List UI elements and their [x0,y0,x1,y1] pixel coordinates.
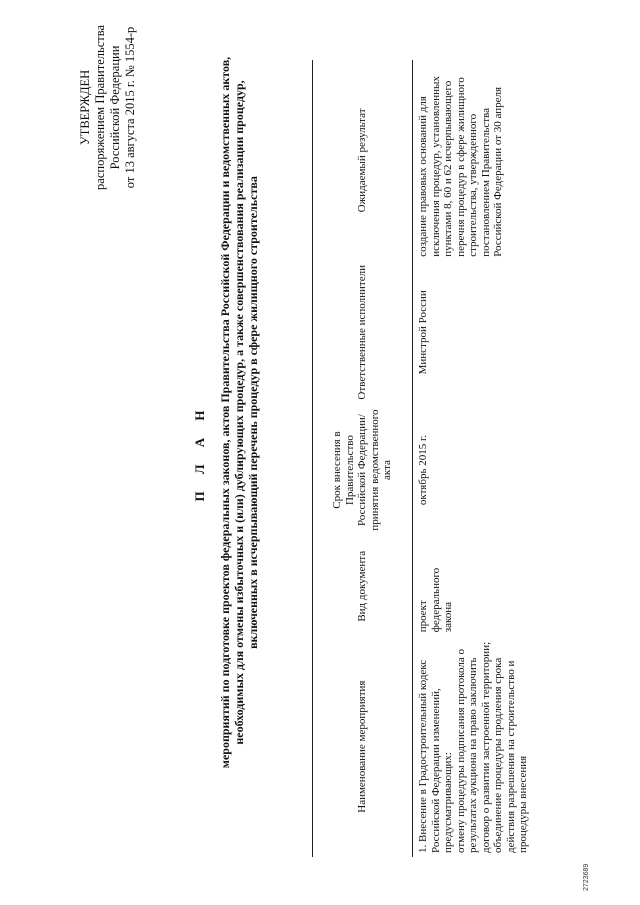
plan-subtitle: мероприятий по подготовке проектов федеральных законов, актов Правительства Российской Федерации и ведомственных актов, необходимых для отмены избыточных и (или) дублирующих процедур, а также совершенствования реализации процедур, включенных в исчерпывающий перечень процедур в сфере жилищного строительства [218,56,260,769]
plan-heading: П Л А Н [192,403,207,502]
approval-line-3: от 13 августа 2015 г. № 1554-р [123,26,137,189]
cell-document-type: проект федерального закона [417,567,454,633]
cell-event-name: 1. Внесение в Градостроительный кодекс Российской Федерации изменений, предусматривающих: отмену процедуры подписания протокола о результатах аукциона на право заключить договор о развитии застроенной территории; объединение процедуры продления срока действия разрешения на строительство и процедуры внесения [417,641,529,853]
approval-line-2: Российской Федерации [108,45,122,170]
document-page [0,10,640,895]
plan-table [312,60,530,857]
header-deadline: Срок внесения в Правительство Российской Федерации/ принятия ведомственного акта [313,404,413,537]
header-document-type: Вид документа [313,536,413,636]
cell-executors: Минстрой России [417,290,429,375]
document-id: 2723689 [583,863,590,891]
approval-line-1: распоряжением Правительства [93,25,107,190]
header-expected-result: Ожидаемый результат [313,60,413,261]
header-event-name: Наименование мероприятия [313,636,413,857]
approval-title: УТВЕРЖДЕН [78,69,92,146]
cell-deadline: октябрь 2015 г. [417,435,429,506]
table-row [413,60,530,857]
header-executors: Ответственные исполнители [313,261,413,404]
table-header-row [313,60,413,857]
cell-expected-result: создание правовых оснований для исключения процедур, установленных пунктами 8, 60 и 62 исчерпывающего перечня процедур в сфере жилищного строительства, утвержденного постановлением Правительства Российской Федерации от 30 апреля [417,76,504,257]
approval-stamp [78,25,138,190]
